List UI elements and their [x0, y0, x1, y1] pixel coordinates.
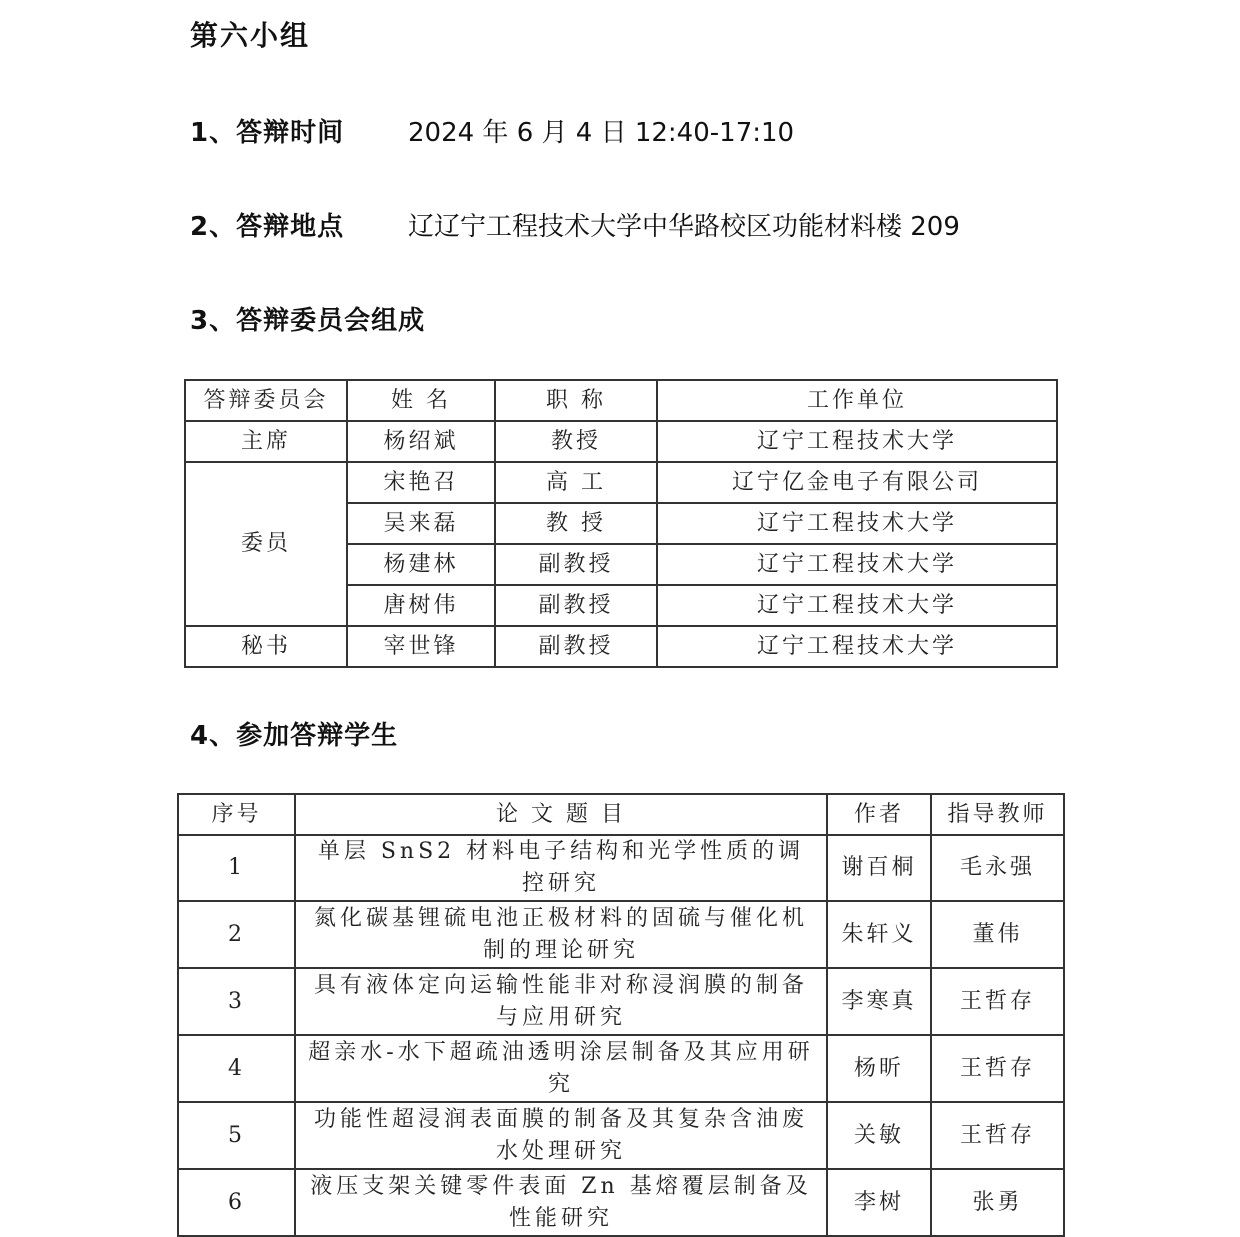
committee-name: 唐树伟 [347, 585, 495, 626]
thesis-title: 具有液体定向运输性能非对称浸润膜的制备与应用研究 [295, 968, 827, 1035]
defense-time-value: 2024 年 6 月 4 日 12:40-17:10 [408, 118, 795, 148]
student-no: 2 [178, 901, 295, 968]
students-heading [190, 715, 398, 752]
committee-role: 秘书 [185, 626, 347, 667]
student-author: 关敏 [827, 1102, 931, 1169]
committee-title: 高 工 [495, 462, 657, 503]
committee-name: 吴来磊 [347, 503, 495, 544]
student-no: 6 [178, 1169, 295, 1236]
students-header-cell: 序号 [178, 794, 295, 835]
committee-name: 宋艳召 [347, 462, 495, 503]
thesis-title: 超亲水-水下超疏油透明涂层制备及其应用研究 [295, 1035, 827, 1102]
student-no: 1 [178, 835, 295, 901]
committee-role: 主席 [185, 421, 347, 462]
committee-name: 杨建林 [347, 544, 495, 585]
student-advisor: 张勇 [931, 1169, 1064, 1236]
committee-role: 委员 [185, 462, 347, 626]
committee-title: 副教授 [495, 544, 657, 585]
thesis-title: 功能性超浸润表面膜的制备及其复杂含油废水处理研究 [295, 1102, 827, 1169]
student-author: 李寒真 [827, 968, 931, 1035]
student-advisor: 王哲存 [931, 1035, 1064, 1102]
committee-unit: 辽宁工程技术大学 [657, 585, 1057, 626]
committee-row [185, 462, 1057, 503]
committee-heading [190, 300, 425, 337]
committee-header-row [185, 380, 1057, 421]
student-advisor: 王哲存 [931, 1102, 1064, 1169]
student-row [178, 835, 1064, 901]
students-header-cell: 指导教师 [931, 794, 1064, 835]
committee-unit: 辽宁工程技术大学 [657, 503, 1057, 544]
student-advisor: 王哲存 [931, 968, 1064, 1035]
committee-unit: 辽宁工程技术大学 [657, 544, 1057, 585]
defense-place-line [190, 206, 960, 243]
committee-name: 杨绍斌 [347, 421, 495, 462]
students-header-cell: 论 文 题 目 [295, 794, 827, 835]
thesis-title: 液压支架关键零件表面 Zn 基熔覆层制备及性能研究 [295, 1169, 827, 1236]
student-no: 5 [178, 1102, 295, 1169]
committee-title: 副教授 [495, 585, 657, 626]
student-author: 杨昕 [827, 1035, 931, 1102]
student-advisor: 毛永强 [931, 835, 1064, 901]
defense-place-value: 辽辽宁工程技术大学中华路校区功能材料楼 209 [408, 212, 960, 242]
committee-title: 副教授 [495, 626, 657, 667]
committee-row [185, 421, 1057, 462]
student-author: 朱轩义 [827, 901, 931, 968]
student-author: 谢百桐 [827, 835, 931, 901]
group-title: 第六小组 [190, 19, 311, 52]
defense-time-label: 1、答辩时间 [190, 118, 345, 148]
committee-title: 教授 [495, 421, 657, 462]
student-row [178, 901, 1064, 968]
committee-unit: 辽宁工程技术大学 [657, 421, 1057, 462]
student-no: 3 [178, 968, 295, 1035]
student-row [178, 1169, 1064, 1236]
student-author: 李树 [827, 1169, 931, 1236]
student-no: 4 [178, 1035, 295, 1102]
student-row [178, 1035, 1064, 1102]
thesis-title: 氮化碳基锂硫电池正极材料的固硫与催化机制的理论研究 [295, 901, 827, 968]
student-row [178, 1102, 1064, 1169]
committee-header-cell: 工作单位 [657, 380, 1057, 421]
committee-row [185, 626, 1057, 667]
students-heading-label: 4、参加答辩学生 [190, 721, 399, 751]
committee-title: 教 授 [495, 503, 657, 544]
committee-header-cell: 姓 名 [347, 380, 495, 421]
committee-unit: 辽宁工程技术大学 [657, 626, 1057, 667]
committee-unit: 辽宁亿金电子有限公司 [657, 462, 1057, 503]
student-row [178, 968, 1064, 1035]
defense-time-line [190, 112, 795, 149]
students-header-row [178, 794, 1064, 835]
student-advisor: 董伟 [931, 901, 1064, 968]
committee-header-cell: 职 称 [495, 380, 657, 421]
committee-name: 宰世锋 [347, 626, 495, 667]
students-table [177, 793, 1065, 1237]
thesis-title: 单层 SnS2 材料电子结构和光学性质的调控研究 [295, 835, 827, 901]
students-header-cell: 作者 [827, 794, 931, 835]
committee-heading-label: 3、答辩委员会组成 [190, 306, 426, 336]
committee-header-cell: 答辩委员会 [185, 380, 347, 421]
committee-table [184, 379, 1058, 668]
defense-place-label: 2、答辩地点 [190, 212, 345, 242]
